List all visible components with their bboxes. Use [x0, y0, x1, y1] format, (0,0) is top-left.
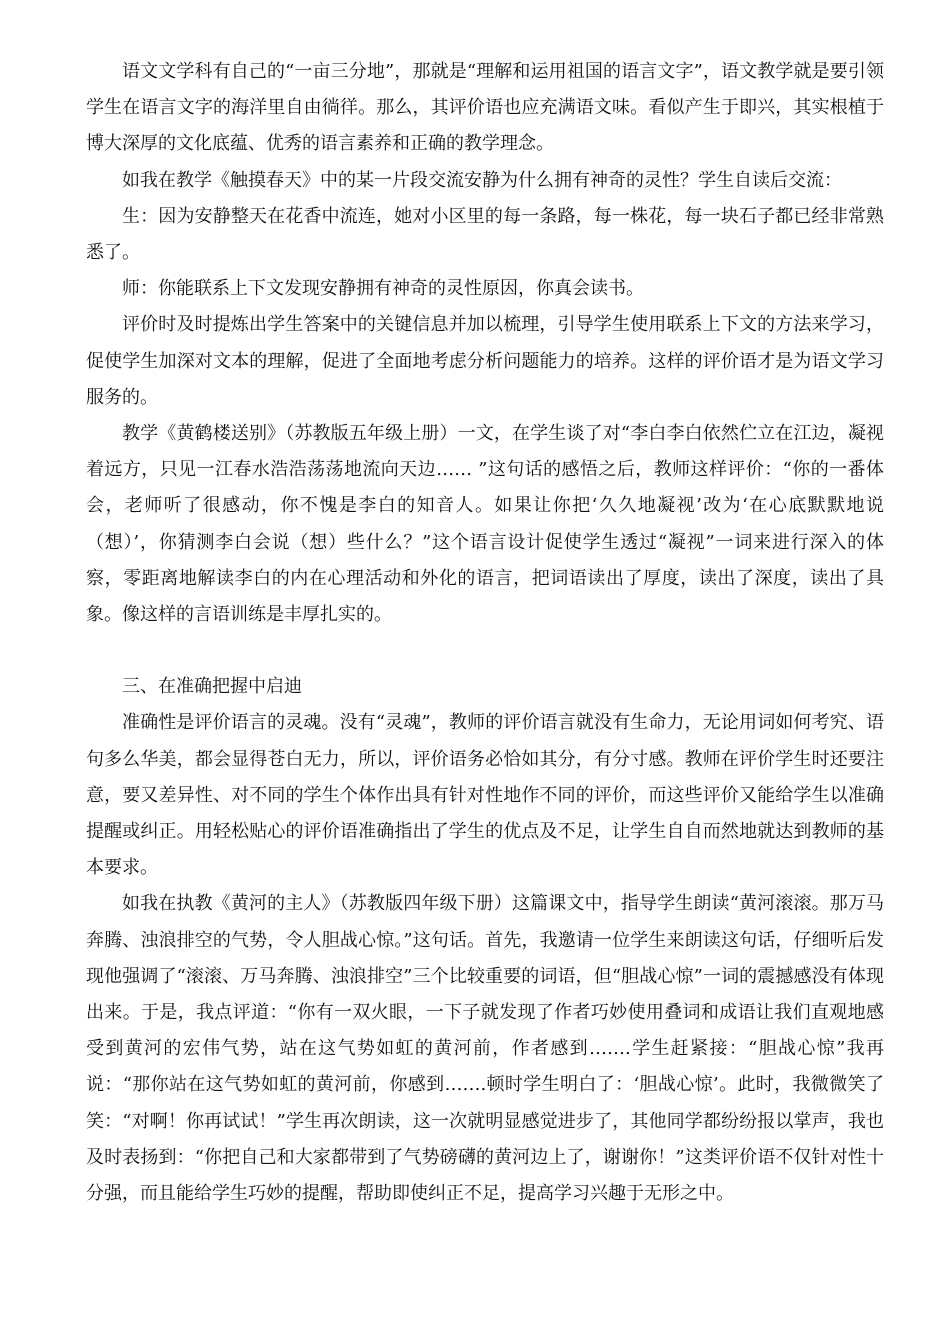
paragraph-example-intro: 如我在教学《触摸春天》中的某一片段交流安静为什么拥有神奇的灵性？学生自读后交流：	[122, 169, 842, 191]
section-spacer	[86, 633, 884, 669]
document-body	[86, 54, 884, 1212]
paragraph-huanghelou-example: 教学《黄鹤楼送别》（苏教版五年级上册）一文，在学生谈了对“李白李白依然伫立在江边，凝视着远方，只见一江春水浩浩荡荡地流向天边…… ”这句话的感悟之后，教师这样评价：“你的一番体会，老师听了很感动，你不愧是李白的知音人。如果让你把‘久久地凝视’改为‘在心底默默地说（想）’，你猜测李白会说（想）些什么？”这个语言设计促使学生透过“凝视”一词来进行深入的体察，零距离地解读李白的内在心理活动和外化的语言，把词语读出了厚度，读出了深度，读出了具象。像这样的言语训练是丰厚扎实的。	[86, 423, 884, 626]
paragraph-analysis: 评价时及时提炼出学生答案中的关键信息并加以梳理，引导学生使用联系上下文的方法来学习，促使学生加深对文本的理解，促进了全面地考虑分析问题能力的培养。这样的评价语才是为语文学习服务的。	[86, 314, 884, 408]
paragraph-huanghe-example: 如我在执教《黄河的主人》（苏教版四年级下册）这篇课文中，指导学生朗读“黄河滚滚。那万马奔腾、浊浪排空的气势，令人胆战心惊。”这句话。首先，我邀请一位学生来朗读这句话，仔细听后发现他强调了“滚滚、万马奔腾、浊浪排空”三个比较重要的词语，但“胆战心惊”一词的震撼感没有体现出来。于是，我点评道：“你有一双火眼，一下子就发现了作者巧妙使用叠词和成语让我们直观地感受到黄河的宏伟气势，站在这气势如虹的黄河前，作者感到…….学生赶紧接：“胆战心惊”我再说：“那你站在这气势如虹的黄河前，你感到…….顿时学生明白了：‘胆战心惊’。此时，我微微笑了笑：“对啊！你再试试！”学生再次朗读，这一次就明显感觉进步了，其他同学都纷纷报以掌声，我也及时表扬到：“你把自己和大家都带到了气势磅礴的黄河边上了，谢谢你！”这类评价语不仅针对性十分强，而且能给学生巧妙的提醒，帮助即使纠正不足，提高学习兴趣于无形之中。	[86, 893, 884, 1205]
paragraph-student-answer: 生：因为安静整天在花香中流连，她对小区里的每一条路，每一株花，每一块石子都已经非常熟悉了。	[86, 205, 884, 264]
section-heading: 三、在准确把握中启迪	[122, 676, 302, 698]
paragraph-teacher-comment: 师：你能联系上下文发现安静拥有神奇的灵性原因，你真会读书。	[122, 278, 644, 300]
paragraph-accuracy: 准确性是评价语言的灵魂。没有“灵魂”，教师的评价语言就没有生命力，无论用词如何考究、语句多么华美，都会显得苍白无力，所以，评价语务必恰如其分，有分寸感。教师在评价学生时还要注意，要又差异性、对不同的学生个体作出具有针对性地作不同的评价，而这些评价又能给学生以准确提醒或纠正。用轻松贴心的评价语准确指出了学生的优点及不足，让学生自自而然地就达到教师的基本要求。	[86, 712, 884, 879]
paragraph-intro: 语文文学科有自己的“一亩三分地”，那就是“理解和运用祖国的语言文字”，语文教学就是要引领学生在语言文字的海洋里自由徜徉。那么，其评价语也应充满语文味。看似产生于即兴，其实根植于博大深厚的文化底蕴、优秀的语言素养和正确的教学理念。	[86, 61, 884, 155]
